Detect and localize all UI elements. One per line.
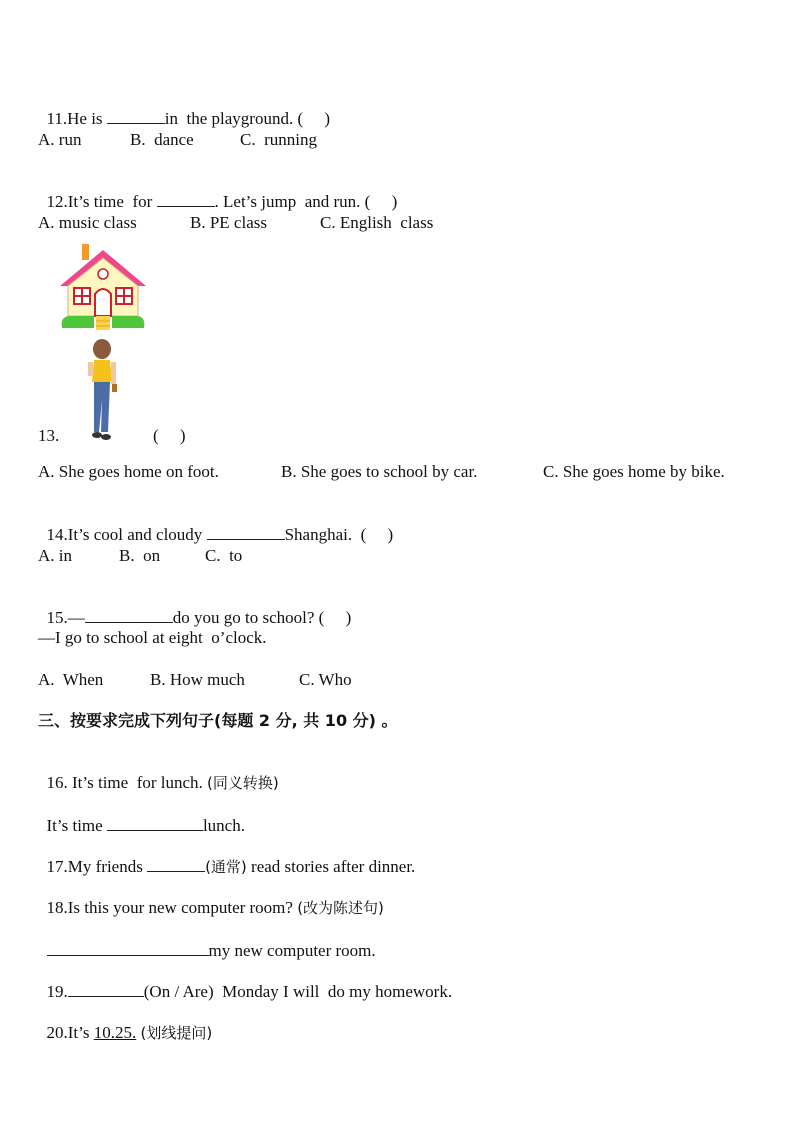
option-c[interactable]: C. running xyxy=(240,130,317,149)
question-number: 16. xyxy=(46,773,68,792)
answer-blank[interactable] xyxy=(107,108,165,124)
question-number: 14. xyxy=(46,525,68,544)
question-16: 16. It’s time for lunch. (同义转换) xyxy=(46,773,279,792)
question-11: 11.He is in the playground. ( ) xyxy=(46,109,331,128)
option-a[interactable]: A. in xyxy=(38,546,72,565)
option-c[interactable]: C. She goes home by bike. xyxy=(543,462,725,481)
question-number: 15. xyxy=(46,608,68,627)
question-14: 14.It’s cool and cloudy Shanghai. ( ) xyxy=(46,525,394,544)
question-17: 17.My friends (通常) read stories after dinner. xyxy=(46,857,416,876)
answer-blank[interactable] xyxy=(107,815,203,831)
option-a[interactable]: A. She goes home on foot. xyxy=(38,462,219,481)
question-number: 19. xyxy=(46,982,68,1001)
instruction-note: (同义转换) xyxy=(207,774,279,792)
question-number: 20. xyxy=(46,1023,68,1042)
instruction-note: (划线提问) xyxy=(140,1024,213,1042)
house-illustration xyxy=(58,242,148,334)
question-number: 11. xyxy=(46,109,68,128)
answer-blank[interactable] xyxy=(157,191,215,207)
question-number: 13. xyxy=(38,426,60,445)
dialogue-reply: —I go to school at eight o’clock. xyxy=(38,628,267,647)
underlined-answer: 10.25. xyxy=(93,1023,137,1042)
answer-blank[interactable] xyxy=(68,981,144,997)
option-a[interactable]: A. music class xyxy=(38,213,137,232)
option-a[interactable]: A. When xyxy=(38,670,104,689)
question-15: 15.— do you go to school? ( ) xyxy=(46,608,352,627)
question-number: 18. xyxy=(46,898,68,917)
option-b[interactable]: B. on xyxy=(119,546,161,565)
question-18: 18.Is this your new computer room? (改为陈述句) xyxy=(46,898,384,917)
question-12: 12.It’s time for . Let’s jump and run. ( ) xyxy=(46,192,398,211)
option-b[interactable]: B. PE class xyxy=(190,213,267,232)
option-b[interactable]: B. How much xyxy=(150,670,245,689)
question-19: 19. (On / Are) Monday I will do my homework. xyxy=(46,982,453,1001)
answer-blank[interactable] xyxy=(147,856,205,872)
answer-blank[interactable] xyxy=(85,607,173,623)
option-b[interactable]: B. She goes to school by car. xyxy=(281,462,478,481)
answer-paren[interactable]: ( ) xyxy=(153,426,186,445)
option-b[interactable]: B. dance xyxy=(130,130,194,149)
answer-line: my new computer room. xyxy=(38,920,376,961)
answer-blank[interactable] xyxy=(47,940,209,956)
option-c[interactable]: C. to xyxy=(205,546,243,565)
answer-line: It’s time lunch. xyxy=(46,816,245,835)
section-heading: 三、按要求完成下列句子(每题 2 分, 共 10 分) 。 xyxy=(38,711,398,730)
answer-blank[interactable] xyxy=(207,524,285,540)
option-c[interactable]: C. English class xyxy=(320,213,434,232)
girl-walking-illustration xyxy=(86,338,122,442)
option-c[interactable]: C. Who xyxy=(299,670,352,689)
question-number: 17. xyxy=(46,857,68,876)
instruction-note: (改为陈述句) xyxy=(297,899,384,917)
question-number: 12. xyxy=(46,192,68,211)
option-a[interactable]: A. run xyxy=(38,130,82,149)
question-20: 20.It’s 10.25. (划线提问) xyxy=(46,1023,213,1042)
instruction-note: (通常) xyxy=(205,858,247,876)
